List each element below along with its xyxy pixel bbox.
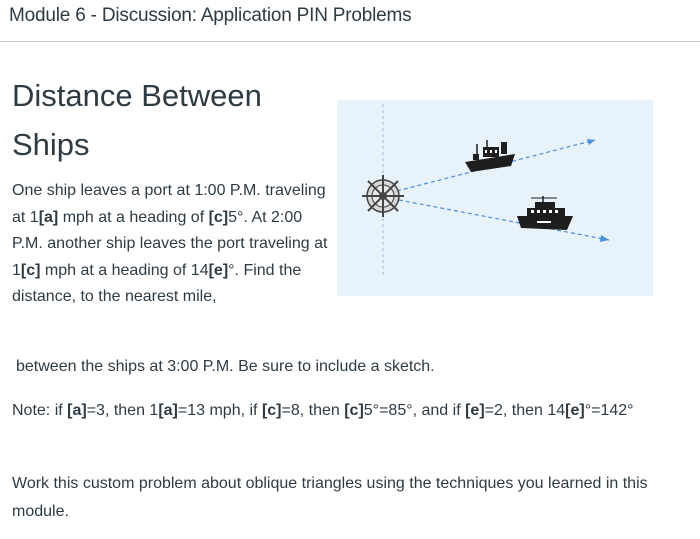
note-text: =8, then xyxy=(281,402,345,419)
problem-text: mph at a heading of xyxy=(58,208,209,226)
page-title: Module 6 - Discussion: Application PIN Problems xyxy=(9,5,412,26)
problem-text: mph at a heading of 14 xyxy=(40,261,209,279)
problem-text: 5°. At 2:00 P.M. another ship leaves the port traveling at 1 xyxy=(12,208,328,279)
variable-a: [a] xyxy=(67,402,87,419)
note-text: °=142° xyxy=(584,402,634,419)
variable-e: [e] xyxy=(565,402,585,419)
problem-paragraph-tail: between the ships at 3:00 P.M. Be sure to include a sketch. xyxy=(16,358,435,375)
note-text: Note: if xyxy=(12,402,68,419)
note-text: =13 mph, if xyxy=(177,402,262,419)
note-text: 5°=85°, and if xyxy=(363,402,466,419)
variable-c: [c] xyxy=(261,402,282,419)
problem-text: °. Find the distance, to the nearest mile, xyxy=(12,261,302,305)
problem-text: One ship leaves a port at 1:00 P.M. traveling at 1 xyxy=(12,182,326,226)
discussion-heading: Distance Between Ships xyxy=(12,78,262,162)
title-divider xyxy=(0,41,700,42)
variable-a: [a] xyxy=(38,208,59,226)
variable-a: [a] xyxy=(158,402,178,419)
note-text: =2, then 14 xyxy=(484,402,566,419)
problem-paragraph xyxy=(12,178,330,311)
ship-wheel-icon xyxy=(362,175,404,217)
variable-c: [c] xyxy=(344,402,364,419)
note-paragraph xyxy=(12,398,672,423)
note-text: =3, then 1 xyxy=(86,402,159,419)
variable-c: [c] xyxy=(208,208,229,226)
ships-illustration xyxy=(337,100,653,296)
work-paragraph: Work this custom problem about oblique triangles using the techniques you learned in this module. xyxy=(12,475,648,520)
variable-e: [e] xyxy=(465,402,485,419)
variable-e: [e] xyxy=(208,261,229,279)
variable-c: [c] xyxy=(20,261,41,279)
